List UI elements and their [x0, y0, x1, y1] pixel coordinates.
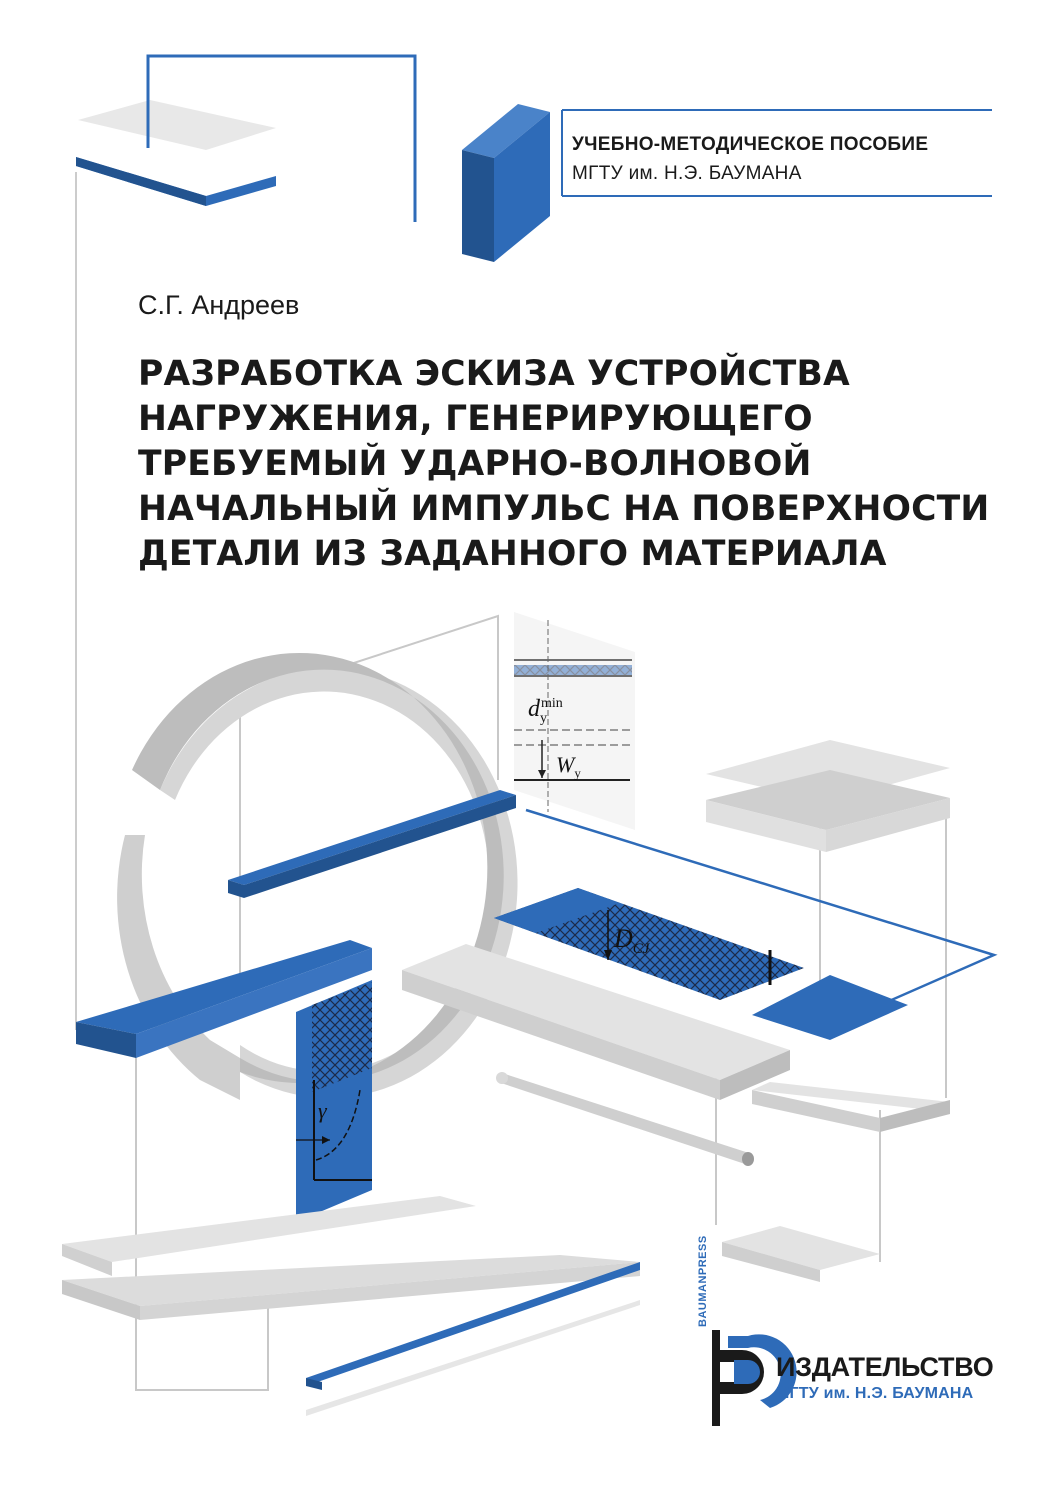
series-type: УЧЕБНО-МЕТОДИЧЕСКОЕ ПОСОБИЕ [572, 134, 929, 155]
publisher-name: ИЗДАТЕЛЬСТВО [776, 1352, 994, 1382]
label-gamma: γ [318, 1098, 327, 1123]
blue-bar-middle [228, 790, 516, 898]
title-line: ТРЕБУЕМЫЙ УДАРНО-ВОЛНОВОЙ [138, 444, 812, 484]
title-line: ДЕТАЛИ ИЗ ЗАДАННОГО МАТЕРИАЛА [138, 534, 887, 574]
title-line: НАЧАЛЬНЫЙ ИМПУЛЬС НА ПОВЕРХНОСТИ [138, 489, 990, 529]
publisher-brand: BAUMANPRESS [697, 1235, 709, 1327]
publisher-university: МГТУ им. Н.Э. БАУМАНА [776, 1385, 974, 1402]
top-left-plates [76, 56, 415, 222]
top-blue-block [462, 104, 550, 262]
lower-left-plates [62, 1196, 640, 1416]
label-d-min: $d_y^{min}$ [528, 696, 563, 726]
author-name: С.Г. Андреев [138, 290, 300, 320]
label-d-cj: $D_{CJ}$ [614, 924, 650, 958]
lower-right-plates [722, 1082, 950, 1282]
series-university: МГТУ им. Н.Э. БАУМАНА [572, 163, 802, 184]
gamma-panel [296, 980, 372, 1222]
book-title [138, 352, 1038, 577]
title-line: РАЗРАБОТКА ЭСКИЗА УСТРОЙСТВА [138, 354, 850, 394]
label-w-y: $W_y$ [556, 752, 581, 781]
series-block [572, 130, 992, 188]
title-line: НАГРУЖЕНИЯ, ГЕНЕРИРУЮЩЕГО [138, 399, 813, 439]
